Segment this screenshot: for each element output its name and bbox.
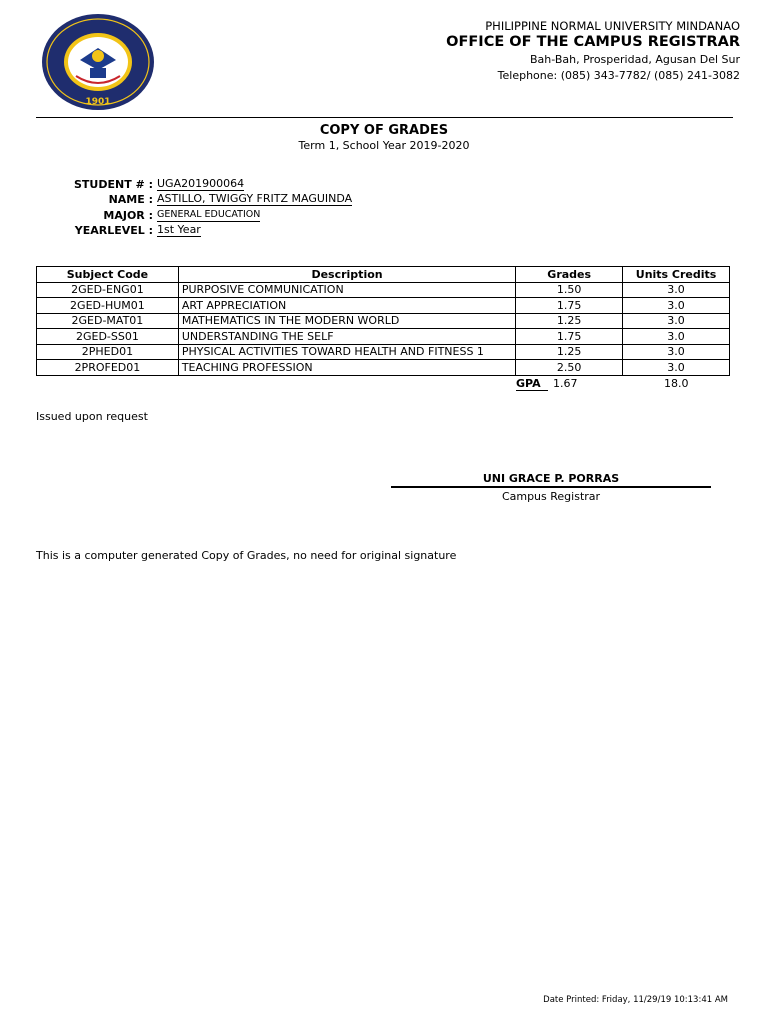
header-grades: Grades <box>516 267 623 283</box>
subject-code-cell: 2GED-MAT01 <box>37 313 179 329</box>
student-major-label: MAJOR : <box>103 208 153 222</box>
student-yearlevel-label: YEARLEVEL : <box>74 224 153 237</box>
units-cell: 3.0 <box>623 298 730 314</box>
header-subject-code: Subject Code <box>37 267 179 283</box>
table-row <box>37 329 730 345</box>
office-name: OFFICE OF THE CAMPUS REGISTRAR <box>446 34 740 50</box>
student-yearlevel-row <box>36 222 352 238</box>
svg-text:1901: 1901 <box>85 97 111 107</box>
registrar-name: UNI GRACE P. PORRAS <box>391 472 711 488</box>
grade-cell: 2.50 <box>516 360 623 376</box>
units-cell: 3.0 <box>623 313 730 329</box>
university-seal-icon <box>40 12 156 112</box>
student-name-label: NAME : <box>108 193 153 206</box>
grade-cell: 1.75 <box>516 329 623 345</box>
grade-cell: 1.75 <box>516 298 623 314</box>
date-printed: Date Printed: Friday, 11/29/19 10:13:41 AM <box>543 995 728 1005</box>
document-title-block <box>0 123 768 153</box>
issued-note: Issued upon request <box>36 410 148 423</box>
description-cell: UNDERSTANDING THE SELF <box>178 329 515 345</box>
registrar-title: Campus Registrar <box>501 490 601 503</box>
student-number-row <box>36 175 352 191</box>
document-term: Term 1, School Year 2019-2020 <box>298 139 470 152</box>
student-name-value: ASTILLO, TWIGGY FRITZ MAGUINDA <box>157 192 353 205</box>
university-name: PHILIPPINE NORMAL UNIVERSITY MINDANAO <box>485 19 740 33</box>
office-address: Bah-Bah, Prosperidad, Agusan Del Sur <box>530 53 740 66</box>
description-cell: TEACHING PROFESSION <box>178 360 515 376</box>
grade-cell: 1.25 <box>516 344 623 360</box>
gpa-value: 1.67 <box>553 377 578 390</box>
grade-cell: 1.25 <box>516 313 623 329</box>
subject-code-cell: 2PROFED01 <box>37 360 179 376</box>
student-name-row <box>36 191 352 207</box>
grade-cell: 1.50 <box>516 282 623 298</box>
header-units-credits: Units Credits <box>623 267 730 283</box>
computer-generated-note: This is a computer generated Copy of Grades, no need for original signature <box>36 549 457 562</box>
subject-code-cell: 2GED-HUM01 <box>37 298 179 314</box>
grades-table <box>36 266 730 376</box>
subject-code-cell: 2GED-ENG01 <box>37 282 179 298</box>
document-title: COPY OF GRADES <box>319 123 449 138</box>
description-cell: MATHEMATICS IN THE MODERN WORLD <box>178 313 515 329</box>
table-row <box>37 360 730 376</box>
table-row <box>37 344 730 360</box>
units-cell: 3.0 <box>623 360 730 376</box>
office-telephone: Telephone: (085) 343-7782/ (085) 241-3082 <box>497 69 740 82</box>
subject-code-cell: 2PHED01 <box>37 344 179 360</box>
student-number-label: STUDENT # : <box>74 177 153 191</box>
description-cell: ART APPRECIATION <box>178 298 515 314</box>
units-cell: 3.0 <box>623 329 730 345</box>
grades-table-header <box>37 267 730 283</box>
subject-code-cell: 2GED-SS01 <box>37 329 179 345</box>
table-row <box>37 313 730 329</box>
header-divider <box>36 117 733 118</box>
signature-block <box>391 472 711 505</box>
total-units: 18.0 <box>664 377 689 390</box>
header-description: Description <box>178 267 515 283</box>
table-row <box>37 298 730 314</box>
letterhead <box>446 19 740 84</box>
table-row <box>37 282 730 298</box>
student-yearlevel-value: 1st Year <box>157 223 201 236</box>
units-cell: 3.0 <box>623 344 730 360</box>
description-cell: PURPOSIVE COMMUNICATION <box>178 282 515 298</box>
student-info <box>36 175 352 237</box>
student-major-row <box>36 206 352 222</box>
units-cell: 3.0 <box>623 282 730 298</box>
gpa-label: GPA <box>516 377 548 391</box>
student-number-value: UGA201900064 <box>157 176 245 190</box>
student-major-value: GENERAL EDUCATION <box>157 208 261 220</box>
description-cell: PHYSICAL ACTIVITIES TOWARD HEALTH AND FITNESS 1 <box>178 344 515 360</box>
